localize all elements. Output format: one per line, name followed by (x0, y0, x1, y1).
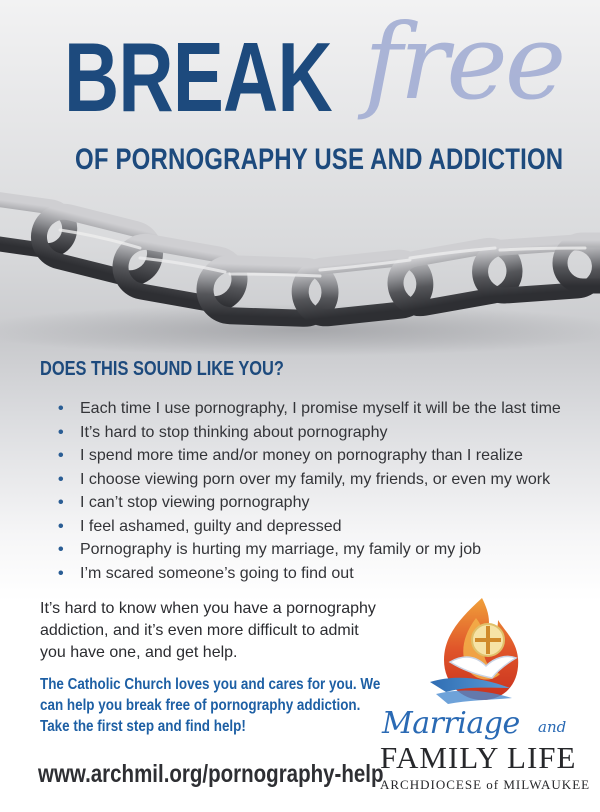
callout-paragraph (40, 674, 393, 737)
list-item (58, 491, 561, 515)
section-question: DOES THIS SOUND LIKE YOU? (40, 358, 284, 380)
list-item-text: It’s hard to stop thinking about pornography (80, 423, 388, 441)
bullet-icon: • (58, 470, 64, 488)
list-item (58, 397, 561, 421)
bullet-icon: • (58, 423, 64, 441)
logo-marriage-text: Marriage (382, 706, 520, 741)
flame-dove-icon (420, 596, 540, 708)
chain-image (0, 190, 600, 365)
headline-break: BREAK (64, 22, 332, 132)
logo-archdiocese-text: ARCHDIOCESE of MILWAUKEE (380, 777, 591, 792)
callout-line: Take the first step and find help! (40, 718, 246, 735)
list-item (58, 515, 561, 539)
bullet-icon: • (58, 447, 64, 464)
bullet-icon: • (58, 494, 64, 511)
bullet-icon: • (58, 564, 64, 582)
list-item-text: I can’t stop viewing pornography (80, 494, 310, 511)
list-item (58, 444, 561, 468)
callout-line: The Catholic Church loves you and cares for you. We (40, 676, 381, 693)
list-item-text: I’m scared someone’s going to find out (80, 564, 354, 582)
logo-and-text: and (538, 718, 567, 736)
list-item-text: I feel ashamed, guilty and depressed (80, 517, 342, 535)
list-item (58, 562, 561, 586)
bullet-icon: • (58, 400, 64, 417)
headline (64, 1, 600, 138)
symptom-list (58, 397, 561, 585)
list-item (58, 421, 561, 445)
list-item-text: Each time I use pornography, I promise myself it will be the last time (80, 400, 561, 417)
list-item-text: Pornography is hurting my marriage, my family or my job (80, 541, 482, 558)
headline-subtitle: OF PORNOGRAPHY USE AND ADDICTION (75, 143, 564, 176)
headline-free: free (364, 1, 564, 123)
bullet-icon: • (58, 517, 64, 535)
list-item-text: I spend more time and/or money on pornography than I realize (80, 447, 523, 464)
list-item (58, 538, 561, 562)
help-url-link[interactable]: www.archmil.org/pornography-help (38, 760, 384, 788)
list-item-text: I choose viewing porn over my family, my friends, or even my work (80, 470, 551, 488)
logo-family-life-text: FAMILY LIFE (380, 740, 577, 775)
info-line: you have one, and get help. (40, 644, 238, 661)
callout-line: can help you break free of pornography addiction. (40, 697, 361, 714)
list-item (58, 468, 561, 492)
marriage-family-life-logo (372, 596, 600, 808)
info-line: addiction, and it’s even more difficult to admit (40, 622, 359, 639)
info-line: It’s hard to know when you have a pornography (40, 600, 376, 617)
bullet-icon: • (58, 541, 64, 558)
info-paragraph (40, 598, 380, 664)
